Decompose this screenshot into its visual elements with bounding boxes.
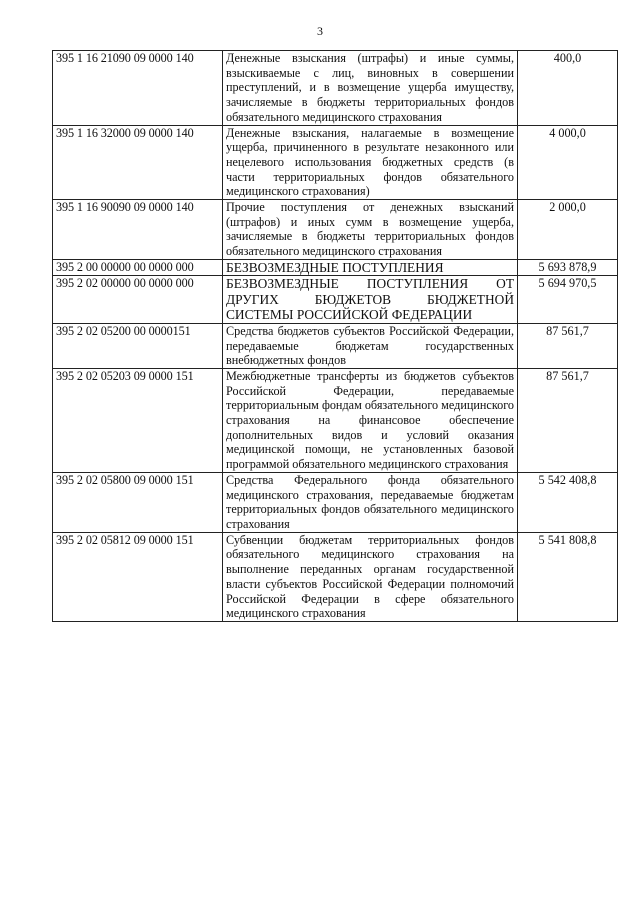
revenue-name-cell: БЕЗВОЗМЕЗДНЫЕ ПОСТУПЛЕНИЯ ОТ ДРУГИХ БЮДЖЕТОВ БЮДЖЕТНОЙ СИСТЕМЫ РОССИЙСКОЙ ФЕДЕРАЦИИ (223, 276, 518, 324)
budget-code-cell: 395 2 00 00000 00 0000 000 (53, 259, 223, 276)
budget-code-cell: 395 1 16 90090 09 0000 140 (53, 200, 223, 260)
budget-code-cell: 395 1 16 21090 09 0000 140 (53, 51, 223, 126)
budget-code-cell: 395 2 02 05812 09 0000 151 (53, 532, 223, 621)
revenue-name-cell: Средства Федерального фонда обязательного медицинского страхования, передаваемые бюджетам территориальных фондов обязательного медицинского страхования (223, 472, 518, 532)
revenue-name-cell: Средства бюджетов субъектов Российской Федерации, передаваемые бюджетам государственных внебюджетных фондов (223, 323, 518, 368)
budget-revenue-table (52, 50, 618, 622)
revenue-name-cell: Денежные взыскания, налагаемые в возмещение ущерба, причиненного в результате незаконного или нецелевого использования бюджетных средств (в части территориальных фондов обязательного медицинского страхования) (223, 125, 518, 200)
amount-cell: 5 693 878,9 (518, 259, 618, 276)
table-row (53, 368, 618, 472)
revenue-name-cell: Денежные взыскания (штрафы) и иные суммы, взыскиваемые с лиц, виновных в совершении преступлений, и в возмещение ущерба имуществу, зачисляемые в бюджеты территориальных фондов обязательного медицинского страхования (223, 51, 518, 126)
amount-cell: 400,0 (518, 51, 618, 126)
budget-code-cell: 395 2 02 05200 00 0000151 (53, 323, 223, 368)
table-row (53, 51, 618, 126)
budget-code-cell: 395 2 02 05203 09 0000 151 (53, 368, 223, 472)
revenue-name-cell: БЕЗВОЗМЕЗДНЫЕ ПОСТУПЛЕНИЯ (223, 259, 518, 276)
revenue-name-cell: Субвенции бюджетам территориальных фондов обязательного медицинского страхования на выполнение переданных органам государственной власти субъектов Российской Федерации полномочий Российской Федерации в сфере обязательного медицинского страхования (223, 532, 518, 621)
revenue-name-cell: Межбюджетные трансферты из бюджетов субъектов Российской Федерации, передаваемые территориальным фондам обязательного медицинского страхования на финансовое обеспечение дополнительных видов и условий оказания медицинской помощи, не установленных базовой программой обязательного медицинского страхования (223, 368, 518, 472)
table-row (53, 259, 618, 276)
table-row (53, 472, 618, 532)
amount-cell: 87 561,7 (518, 323, 618, 368)
table-body (53, 51, 618, 622)
revenue-name-cell: Прочие поступления от денежных взысканий (штрафов) и иных сумм в возмещение ущерба, зачисляемые в бюджеты территориальных фондов обязательного медицинского страхования (223, 200, 518, 260)
table-row (53, 125, 618, 200)
table-row (53, 532, 618, 621)
amount-cell: 5 541 808,8 (518, 532, 618, 621)
amount-cell: 5 694 970,5 (518, 276, 618, 324)
table-row (53, 200, 618, 260)
page-number: 3 (317, 24, 323, 38)
amount-cell: 4 000,0 (518, 125, 618, 200)
budget-code-cell: 395 1 16 32000 09 0000 140 (53, 125, 223, 200)
table-row (53, 323, 618, 368)
amount-cell: 2 000,0 (518, 200, 618, 260)
table-row (53, 276, 618, 324)
budget-code-cell: 395 2 02 00000 00 0000 000 (53, 276, 223, 324)
amount-cell: 87 561,7 (518, 368, 618, 472)
amount-cell: 5 542 408,8 (518, 472, 618, 532)
budget-code-cell: 395 2 02 05800 09 0000 151 (53, 472, 223, 532)
